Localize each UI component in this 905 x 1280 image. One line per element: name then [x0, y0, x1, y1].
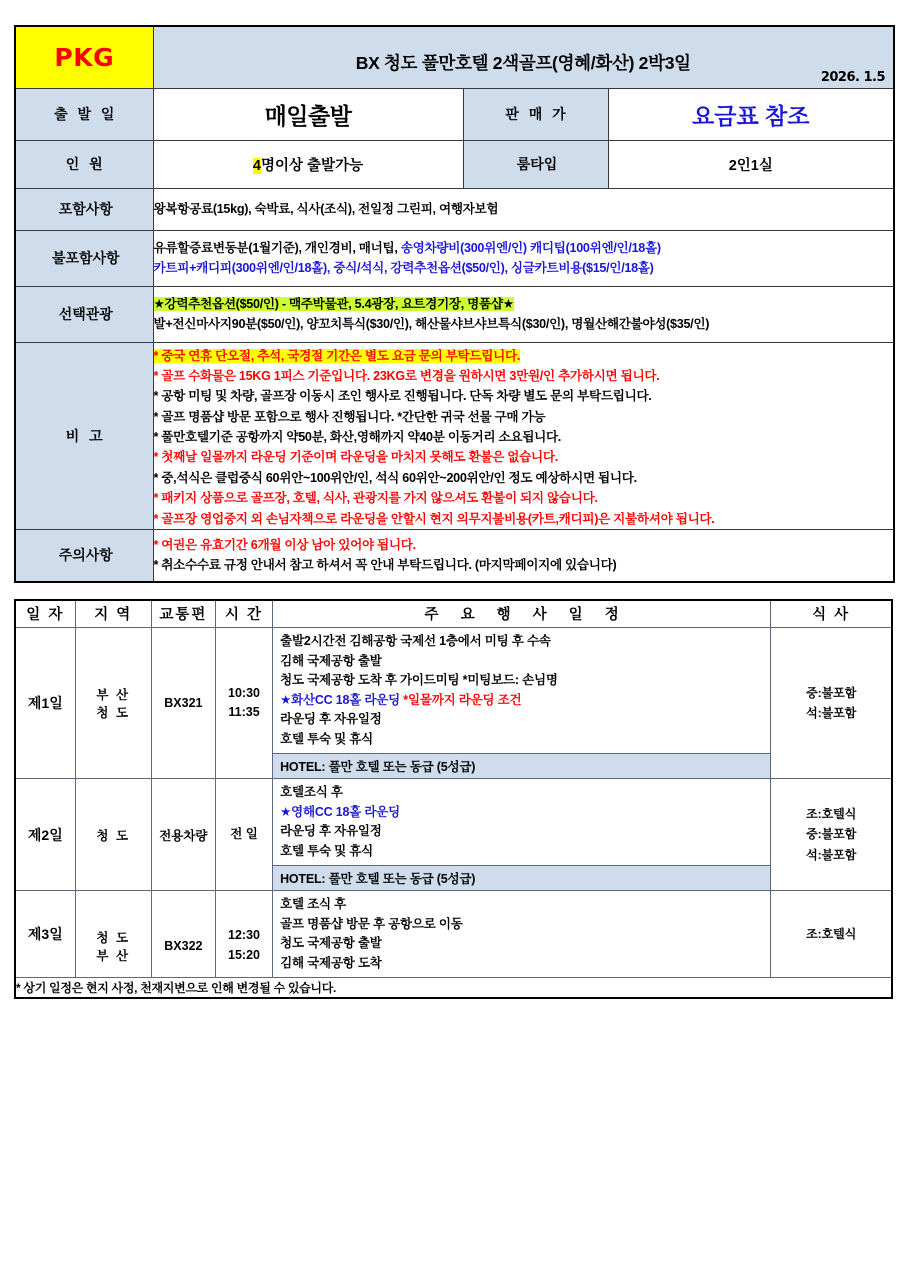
schedule-line-note: *일몰까지 라운딩 조건	[403, 692, 522, 707]
option-content	[153, 286, 894, 342]
col-header-transport: 교통편	[151, 600, 215, 628]
itinerary-header-row	[15, 600, 892, 628]
schedule-line	[280, 954, 766, 974]
schedule-cell	[273, 628, 771, 779]
meals-cell	[771, 779, 892, 891]
remark-line: * 중,석식은 클럽중식 60위안~100위안/인, 석식 60위안~200위안/인 정도 예상하시면 됩니다.	[153, 470, 637, 485]
exclude-label: 불포함사항	[15, 230, 153, 286]
region-name: 부 산	[96, 688, 131, 703]
time-value: 11:35	[228, 705, 260, 720]
col-header-date: 일 자	[15, 600, 75, 628]
remark-line: * 풀만호텔기준 공항까지 약50분, 화산,영해까지 약40분 이동거리 소요됩니다.	[153, 430, 562, 445]
itinerary-footnote: * 상기 일정은 현지 사정, 천재지변으로 인해 변경될 수 있습니다.	[15, 978, 892, 998]
schedule-line	[280, 730, 766, 750]
time-value: 10:30	[228, 685, 260, 700]
roomtype-value: 2인1실	[608, 140, 894, 188]
departure-price-row	[15, 88, 894, 140]
people-value	[153, 140, 463, 188]
time-cell	[215, 628, 272, 779]
meal-item: 중:불포함	[806, 685, 857, 700]
schedule-line-list	[273, 779, 770, 865]
exclude-content	[153, 230, 894, 286]
itinerary-day-row	[15, 891, 892, 978]
package-info-table	[14, 25, 895, 583]
meal-item: 조:호텔식	[806, 926, 857, 941]
schedule-line	[280, 934, 766, 954]
schedule-line	[280, 822, 766, 842]
option-line1-highlight: ★강력추천옵션($50/인) - 맥주박물관, 5.4광장, 요트경기장, 명품샵★	[153, 296, 514, 311]
schedule-line-text: 김해 국제공항 도착	[280, 955, 382, 970]
day-label: 제1일	[15, 628, 75, 779]
meal-item: 중:불포함	[806, 827, 857, 842]
itinerary-table	[14, 599, 893, 999]
exclude-line1-blue: 송영차량비(300위엔/인) 캐디팁(100위엔/인/18홀)	[400, 240, 661, 255]
price-label: 판 매 가	[463, 88, 608, 140]
schedule-line	[280, 710, 766, 730]
remark-line: * 골프 수화물은 15KG 1피스 기준입니다. 23KG로 변경을 원하시면 3만원/인 추가하시면 됩니다.	[153, 368, 660, 383]
itinerary-day-row	[15, 779, 892, 891]
col-header-region: 지 역	[75, 600, 151, 628]
remark-line: * 공항 미팅 및 차량, 골프장 이동시 조인 행사로 진행됩니다. 단독 차량 별도 문의 부탁드립니다.	[153, 389, 652, 404]
meal-item: 조:호텔식	[806, 807, 857, 822]
time-cell	[215, 891, 272, 978]
price-value: 요금표 참조	[608, 88, 894, 140]
people-value-rest: 명이상 출발가능	[261, 157, 364, 174]
schedule-line-text: 청도 국제공항 출발	[280, 936, 382, 951]
page-title: BX 청도 풀만호텔 2색골프(영혜/화산) 2박3일	[355, 52, 691, 73]
time-cell	[215, 779, 272, 891]
include-label: 포함사항	[15, 188, 153, 230]
schedule-line	[280, 895, 766, 915]
day-label: 제3일	[15, 891, 75, 978]
exclude-line-1	[154, 238, 894, 258]
option-row	[15, 286, 894, 342]
schedule-line-text: 호텔조식 후	[280, 785, 343, 800]
col-header-time: 시 간	[215, 600, 272, 628]
departure-label: 출 발 일	[15, 88, 153, 140]
schedule-line-text: 김해 국제공항 출발	[280, 653, 382, 668]
remark-label: 비 고	[15, 342, 153, 530]
pkg-badge-label: PKG	[54, 42, 115, 72]
itinerary-day-row	[15, 628, 892, 779]
region-cell	[75, 891, 151, 978]
exclude-line1-black: 유류할증료변동분(1월기준), 개인경비, 매너팁,	[153, 240, 401, 255]
people-count-highlight: 4	[252, 157, 261, 174]
notice-label: 주의사항	[15, 530, 153, 582]
schedule-cell	[273, 779, 771, 891]
region-name: 청 도	[96, 706, 131, 721]
transport-cell: BX321	[151, 628, 215, 779]
meal-item: 석:불포함	[806, 706, 857, 721]
hotel-line: HOTEL: 풀만 호텔 또는 동급 (5성급)	[273, 753, 770, 778]
notice-line: * 여권은 유효기간 6개월 이상 남아 있어야 됩니다.	[153, 537, 416, 552]
notice-line-list	[154, 535, 894, 576]
schedule-line-text: ★영해CC 18홀 라운딩	[280, 804, 401, 819]
title-cell	[153, 26, 894, 88]
option-line-2: 발+전신마사지90분($50/인), 양꼬치특식($30/인), 해산물샤브샤브특식($30/인), 명월산해간불야성($35/인)	[153, 317, 710, 331]
include-line: 왕복항공료(15kg), 숙박료, 식사(조식), 전일정 그린피, 여행자보험	[153, 201, 499, 216]
hotel-line: HOTEL: 풀만 호텔 또는 동급 (5성급)	[273, 865, 770, 890]
schedule-line-text: 라운딩 후 자유일정	[280, 824, 382, 839]
transport-cell: BX322	[151, 891, 215, 978]
schedule-cell	[273, 891, 771, 978]
region-cell	[75, 779, 151, 891]
notice-content	[153, 530, 894, 582]
schedule-line	[280, 691, 766, 711]
schedule-line-text: 청도 국제공항 도착 후 가이드미팅 *미팅보드: 손님명	[280, 673, 558, 688]
schedule-line-text: 호텔 투숙 및 휴식	[280, 731, 374, 746]
option-label: 선택관광	[15, 286, 153, 342]
time-value: 전 일	[230, 826, 258, 841]
schedule-line-text: 라운딩 후 자유일정	[280, 712, 382, 727]
remark-row	[15, 342, 894, 530]
schedule-line	[280, 652, 766, 672]
remark-line	[154, 346, 894, 366]
schedule-line	[280, 783, 766, 803]
schedule-line-text: ★화산CC 18홀 라운딩	[280, 692, 404, 707]
schedule-line-text: 호텔 투숙 및 휴식	[280, 843, 374, 858]
notice-line: * 취소수수료 규정 안내서 참고 하셔서 꼭 안내 부탁드립니다. (마지막페이지에 있습니다)	[153, 558, 617, 573]
remark-line: * 골프 명품샵 방문 포함으로 행사 진행됩니다. *간단한 귀국 선물 구매 가능	[153, 409, 546, 424]
meal-item: 석:불포함	[806, 847, 857, 862]
include-row	[15, 188, 894, 230]
issue-date: 2026. 1.5	[820, 69, 886, 85]
schedule-line	[280, 671, 766, 691]
region-name: 부 산	[96, 948, 131, 963]
exclude-row	[15, 230, 894, 286]
remark-content	[153, 342, 894, 530]
itinerary-footnote-row	[15, 978, 892, 998]
region-cell	[75, 628, 151, 779]
remark-line: * 첫째날 일몰까지 라운딩 기준이며 라운딩을 마치지 못해도 환불은 없습니다.	[153, 450, 558, 465]
region-name: 청 도	[96, 930, 131, 945]
option-line-1	[154, 294, 894, 314]
transport-cell: 전용차량	[151, 779, 215, 891]
header-row	[15, 26, 894, 88]
pkg-badge-cell	[15, 26, 153, 88]
table-spacer	[14, 583, 893, 599]
schedule-line-text: 호텔 조식 후	[280, 897, 346, 912]
roomtype-label: 룸타입	[463, 140, 608, 188]
remark-line-list	[154, 346, 894, 530]
time-value: 15:20	[228, 947, 260, 962]
departure-value: 매일출발	[153, 88, 463, 140]
schedule-line-text: 골프 명품샵 방문 후 공항으로 이동	[280, 916, 463, 931]
remark-line-highlight: * 중국 연휴 단오절, 추석, 국경절 기간은 별도 요금 문의 부탁드립니다.	[153, 348, 521, 363]
schedule-line	[280, 803, 766, 823]
people-roomtype-row	[15, 140, 894, 188]
people-label: 인 원	[15, 140, 153, 188]
notice-row	[15, 530, 894, 582]
day-label: 제2일	[15, 779, 75, 891]
meals-cell	[771, 891, 892, 978]
col-header-schedule: 주 요 행 사 일 정	[273, 600, 771, 628]
schedule-line	[280, 842, 766, 862]
schedule-line	[280, 632, 766, 652]
col-header-meals: 식 사	[771, 600, 892, 628]
meals-cell	[771, 628, 892, 779]
schedule-line	[280, 915, 766, 935]
schedule-line-text: 출발2시간전 김해공항 국제선 1층에서 미팅 후 수속	[280, 634, 551, 649]
remark-line: * 패키지 상품으로 골프장, 호텔, 식사, 관광지를 가지 않으셔도 환불이 되지 않습니다.	[153, 491, 598, 506]
schedule-line-list	[273, 628, 770, 753]
exclude-line-2: 카트피+캐디피(300위엔/인/18홀), 중식/석식, 강력추천옵션($50/인), 싱글카트비용($15/인/18홀)	[153, 261, 654, 275]
region-name: 청 도	[96, 828, 131, 843]
time-value: 12:30	[228, 928, 260, 943]
remark-line: * 골프장 영업중지 외 손님자책으로 라운딩을 안할시 현지 의무지불비용(카트,캐디피)은 지불하셔야 됩니다.	[153, 511, 715, 526]
schedule-line-list	[273, 891, 770, 977]
include-content	[153, 188, 894, 230]
